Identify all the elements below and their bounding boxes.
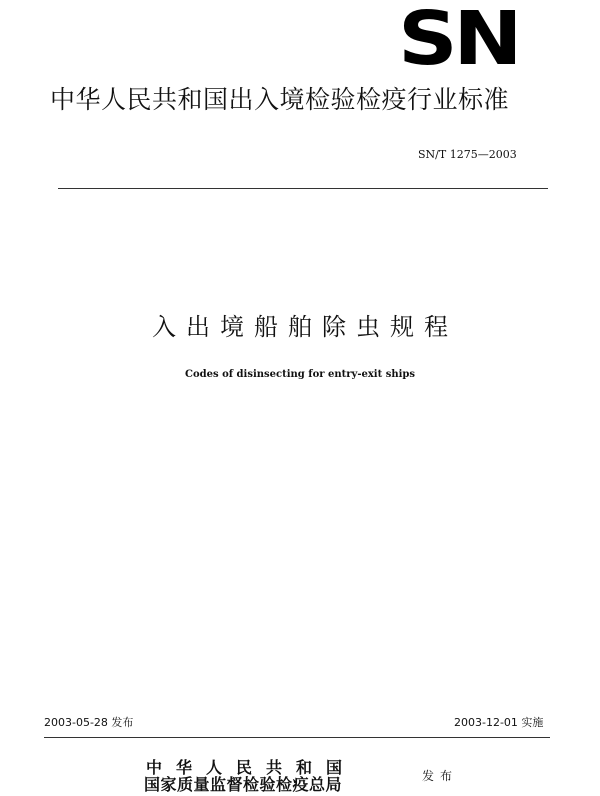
standard-number: SN/T 1275—2003 bbox=[418, 148, 517, 161]
publish-label: 发布 bbox=[422, 769, 459, 783]
issue-date: 2003-05-28 发布 bbox=[44, 716, 134, 729]
industry-standard-title: 中华人民共和国出入境检验检疫行业标准 bbox=[50, 85, 510, 114]
sn-logo: SN bbox=[398, 0, 519, 82]
document-title: 入出境船舶除虫规程 bbox=[152, 313, 458, 341]
implementation-date: 2003-12-01 实施 bbox=[454, 716, 544, 729]
top-divider bbox=[58, 188, 548, 189]
issuer-agency: 国家质量监督检验检疫总局 bbox=[144, 775, 343, 794]
document-english-title: Codes of disinsecting for entry-exit ships bbox=[184, 369, 416, 380]
issuer-country: 中华人民共和国 bbox=[146, 758, 357, 777]
bottom-divider bbox=[44, 737, 550, 738]
